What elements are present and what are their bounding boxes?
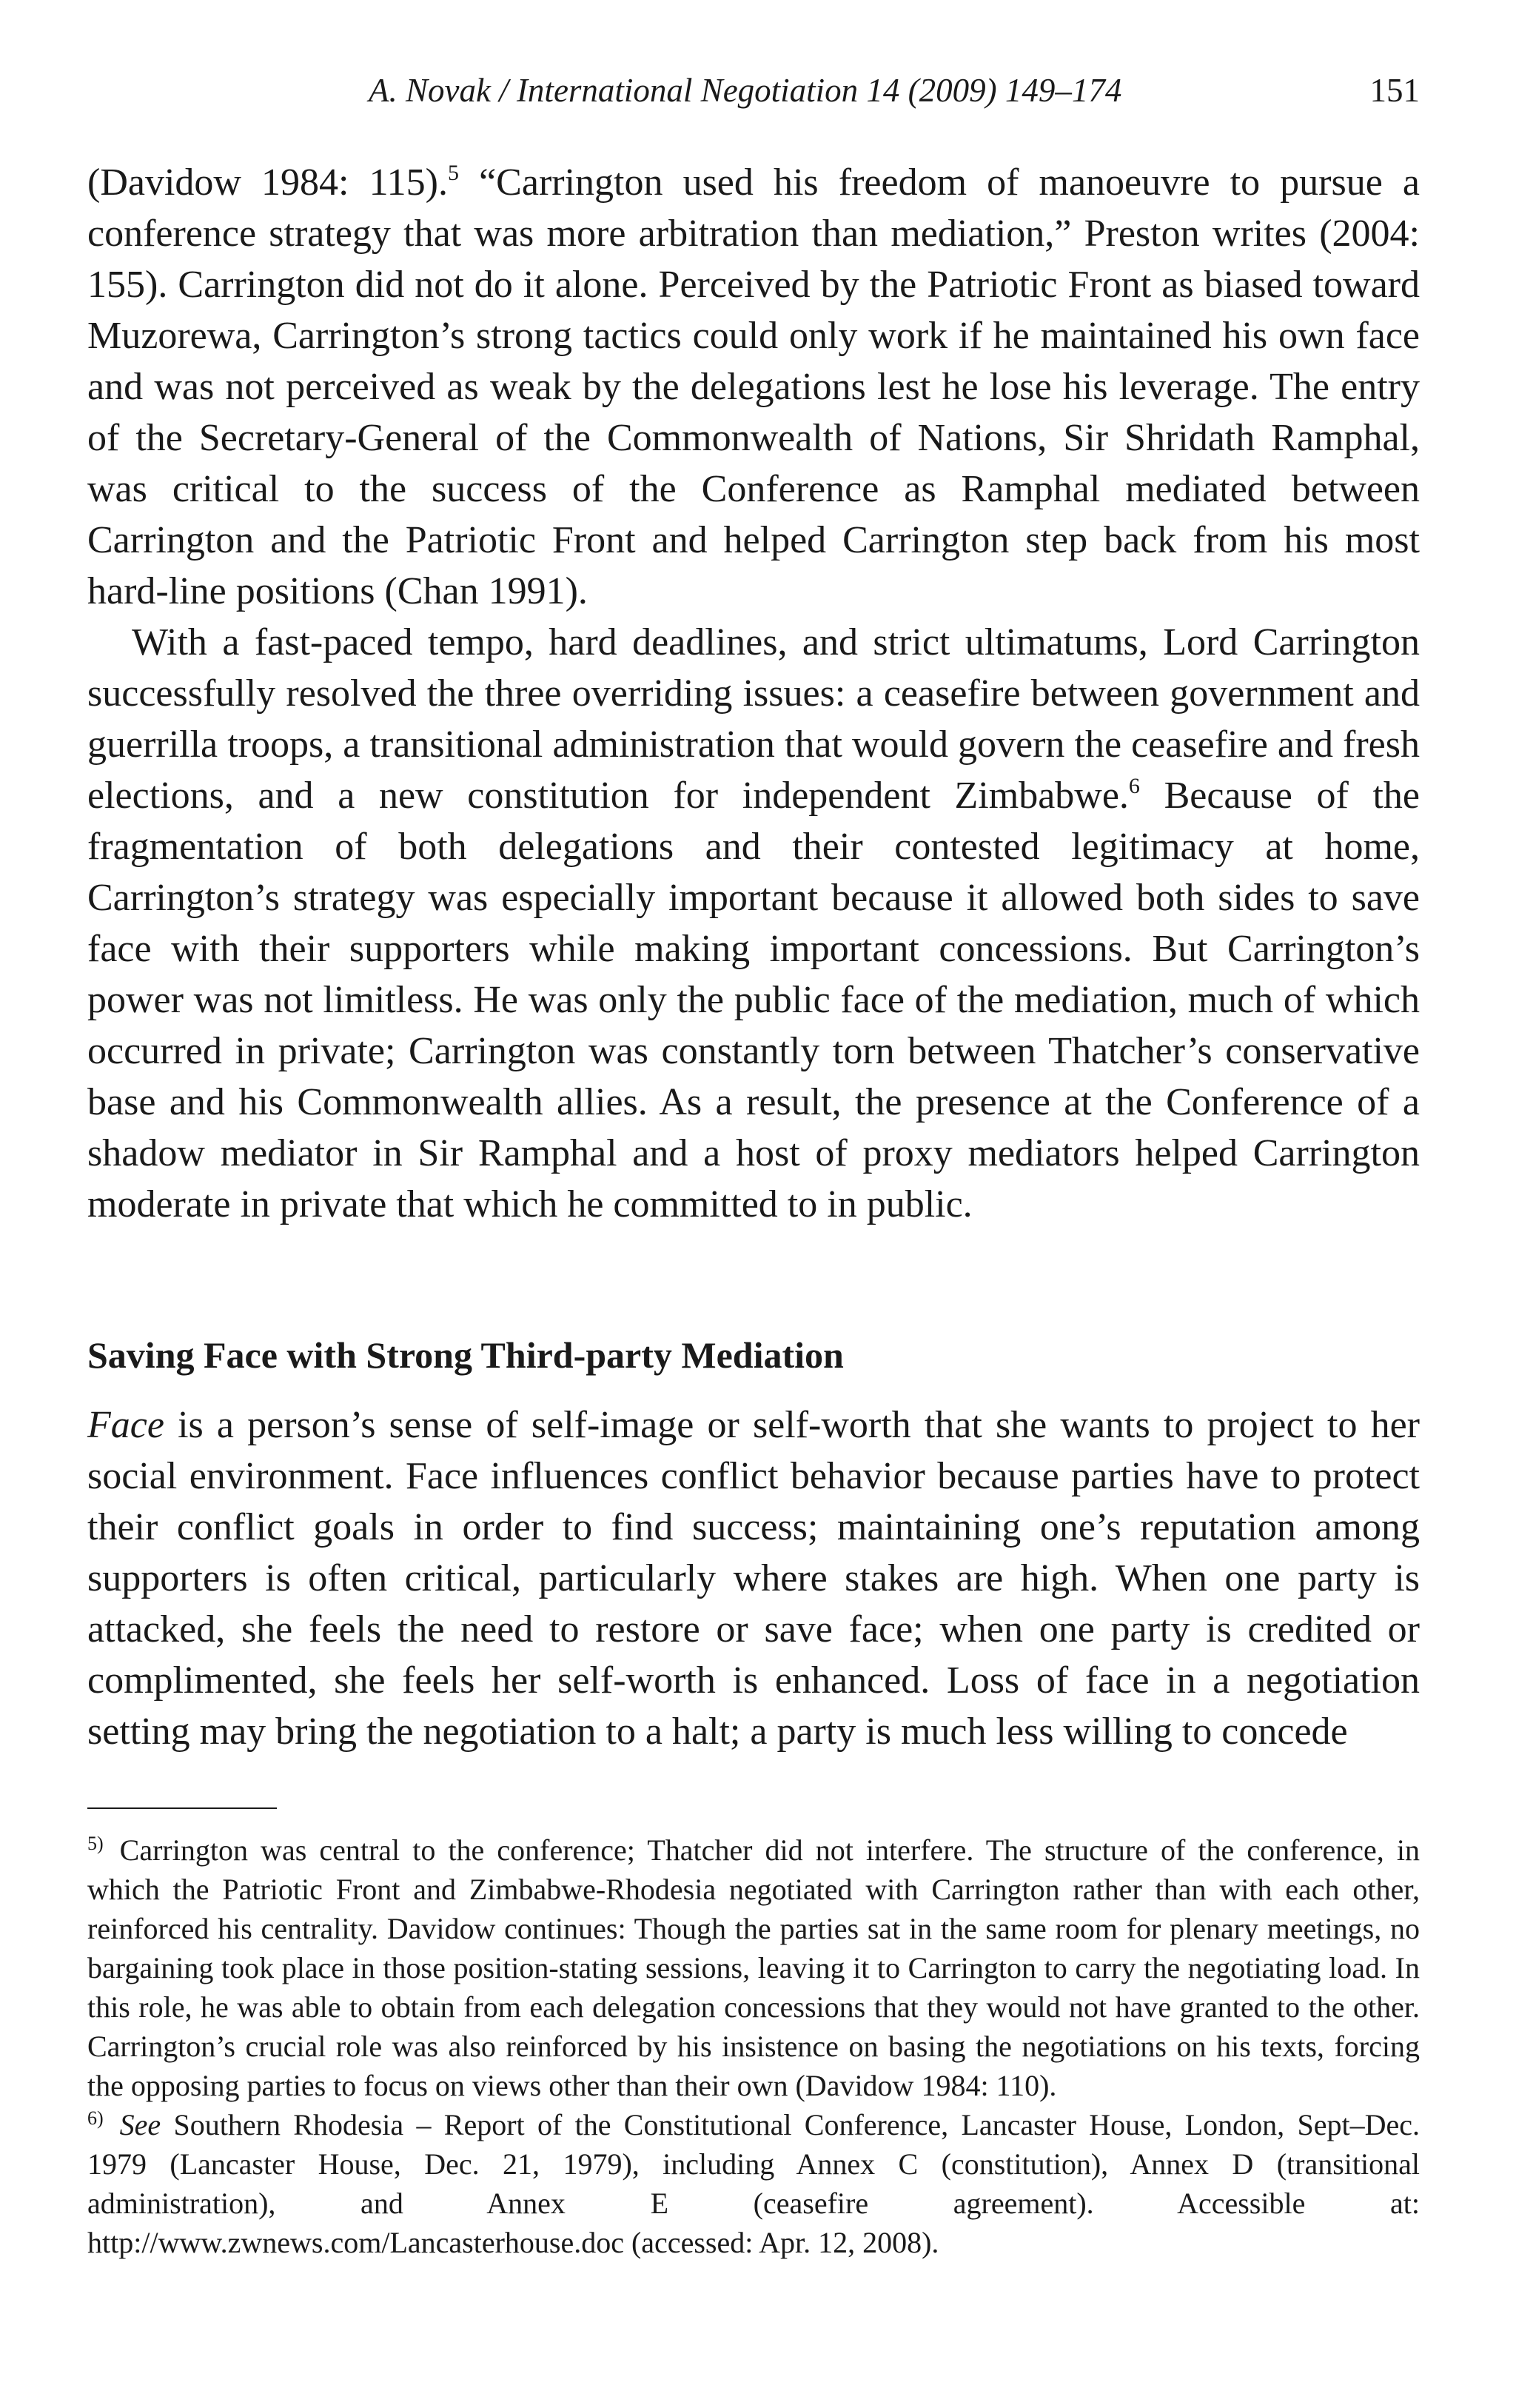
- paragraph-text: Because of the fragmentation of both delegations and their contested legitimacy at home, Carrington’s strategy was especially important because it allowed both sides to save face with their supporters while making important concessions. But Carrington’s power was not limitless. He was only the public face of the mediation, much of which occurred in private; Carrington was constantly torn between Thatcher’s conservative base and his Commonwealth allies. As a result, the presence at the Conference of a shadow mediator in Sir Ramphal and a host of proxy mediators helped Carrington moderate in private that which he committed to in public.: [87, 775, 1420, 1225]
- footnote-text: Carrington was central to the conference; Thatcher did not interfere. The structure of the conference, in which the Patriotic Front and Zimbabwe-Rhodesia negotiated with Carrington rather than with each other, reinforced his centrality. Davidow continues: Though the parties sat in the same room for plenary meetings, no bargaining took place in those position-stating sessions, leaving it to Carrington to carry the negotiating load. In this role, he was able to obtain from each delegation concessions that they would not have granted to the other. Carrington’s crucial role was also reinforced by his insistence on basing the negotiations on his texts, forcing the opposing parties to focus on views other than their own (Davidow 1984: 110).: [87, 1833, 1420, 2102]
- footnote-divider: [87, 1807, 277, 1809]
- footnote-6: [87, 2105, 1420, 2262]
- defined-term: Face: [87, 1404, 164, 1446]
- footnote-marker: 5): [87, 1833, 104, 1854]
- paragraph-text: (Davidow 1984: 115).: [87, 161, 448, 204]
- footnote-text: Southern Rhodesia – Report of the Constitutional Conference, Lancaster House, London, Sept–Dec. 1979 (Lancaster House, Dec. 21, 1979), including Annex C (constitution), Annex D (transitional administration), and Annex E (ceasefire agreement). Accessible at: http://www.zwnews.com/Lancasterhouse.doc (accessed: Apr. 12, 2008).: [87, 2108, 1420, 2259]
- footnote-ref-6[interactable]: 6: [1128, 774, 1140, 798]
- footnote-ref-5[interactable]: 5: [448, 161, 459, 185]
- paragraph: [87, 617, 1420, 1230]
- paragraph-text: is a person’s sense of self-image or self-worth that she wants to project to her social environment. Face influences conflict behavior because parties have to protect their conflict goals in order to find success; maintaining one’s reputation among supporters is often critical, particularly where stakes are high. When one party is attacked, she feels the need to restore or save face; when one party is credited or complimented, she feels her self-worth is enhanced. Loss of face in a negotiation setting may bring the negotiation to a halt; a party is much less willing to concede: [87, 1404, 1420, 1753]
- body-text: [87, 157, 1420, 1230]
- paragraph: [87, 157, 1420, 617]
- running-head: [87, 71, 1420, 123]
- paragraph: [87, 1399, 1420, 1757]
- journal-citation: A. Novak / International Negotiation 14 (2009) 149–174: [369, 72, 1122, 109]
- paragraph-text: “Carrington used his freedom of manoeuvre to pursue a conference strategy that was more arbitration than mediation,” Preston writes (2004: 155). Carrington did not do it alone. Perceived by the Patriotic Front as biased toward Muzorewa, Carrington’s strong tactics could only work if he maintained his own face and was not perceived as weak by the delegations lest he lose his leverage. The entry of the Secretary-General of the Commonwealth of Nations, Sir Shridath Ramphal, was critical to the success of the Conference as Ramphal mediated between Carrington and the Patriotic Front and helped Carrington step back from his most hard-line positions (Chan 1991).: [87, 161, 1420, 612]
- footnote-see: See: [119, 2108, 161, 2141]
- section-heading: Saving Face with Strong Third-party Mediation: [87, 1334, 844, 1376]
- paragraph-text: With a fast-paced tempo, hard deadlines, and strict ultimatums, Lord Carrington successfully resolved the three overriding issues: a ceasefire between government and guerrilla troops, a transitional administration that would govern the ceasefire and fresh elections, and a new constitution for independent Zimbabwe.: [87, 621, 1420, 817]
- footnote-marker: 6): [87, 2107, 104, 2129]
- footnote-5: [87, 1830, 1420, 2105]
- footnotes: [87, 1830, 1420, 2262]
- section-body-text: [87, 1399, 1420, 1757]
- page-number: 151: [1369, 72, 1420, 109]
